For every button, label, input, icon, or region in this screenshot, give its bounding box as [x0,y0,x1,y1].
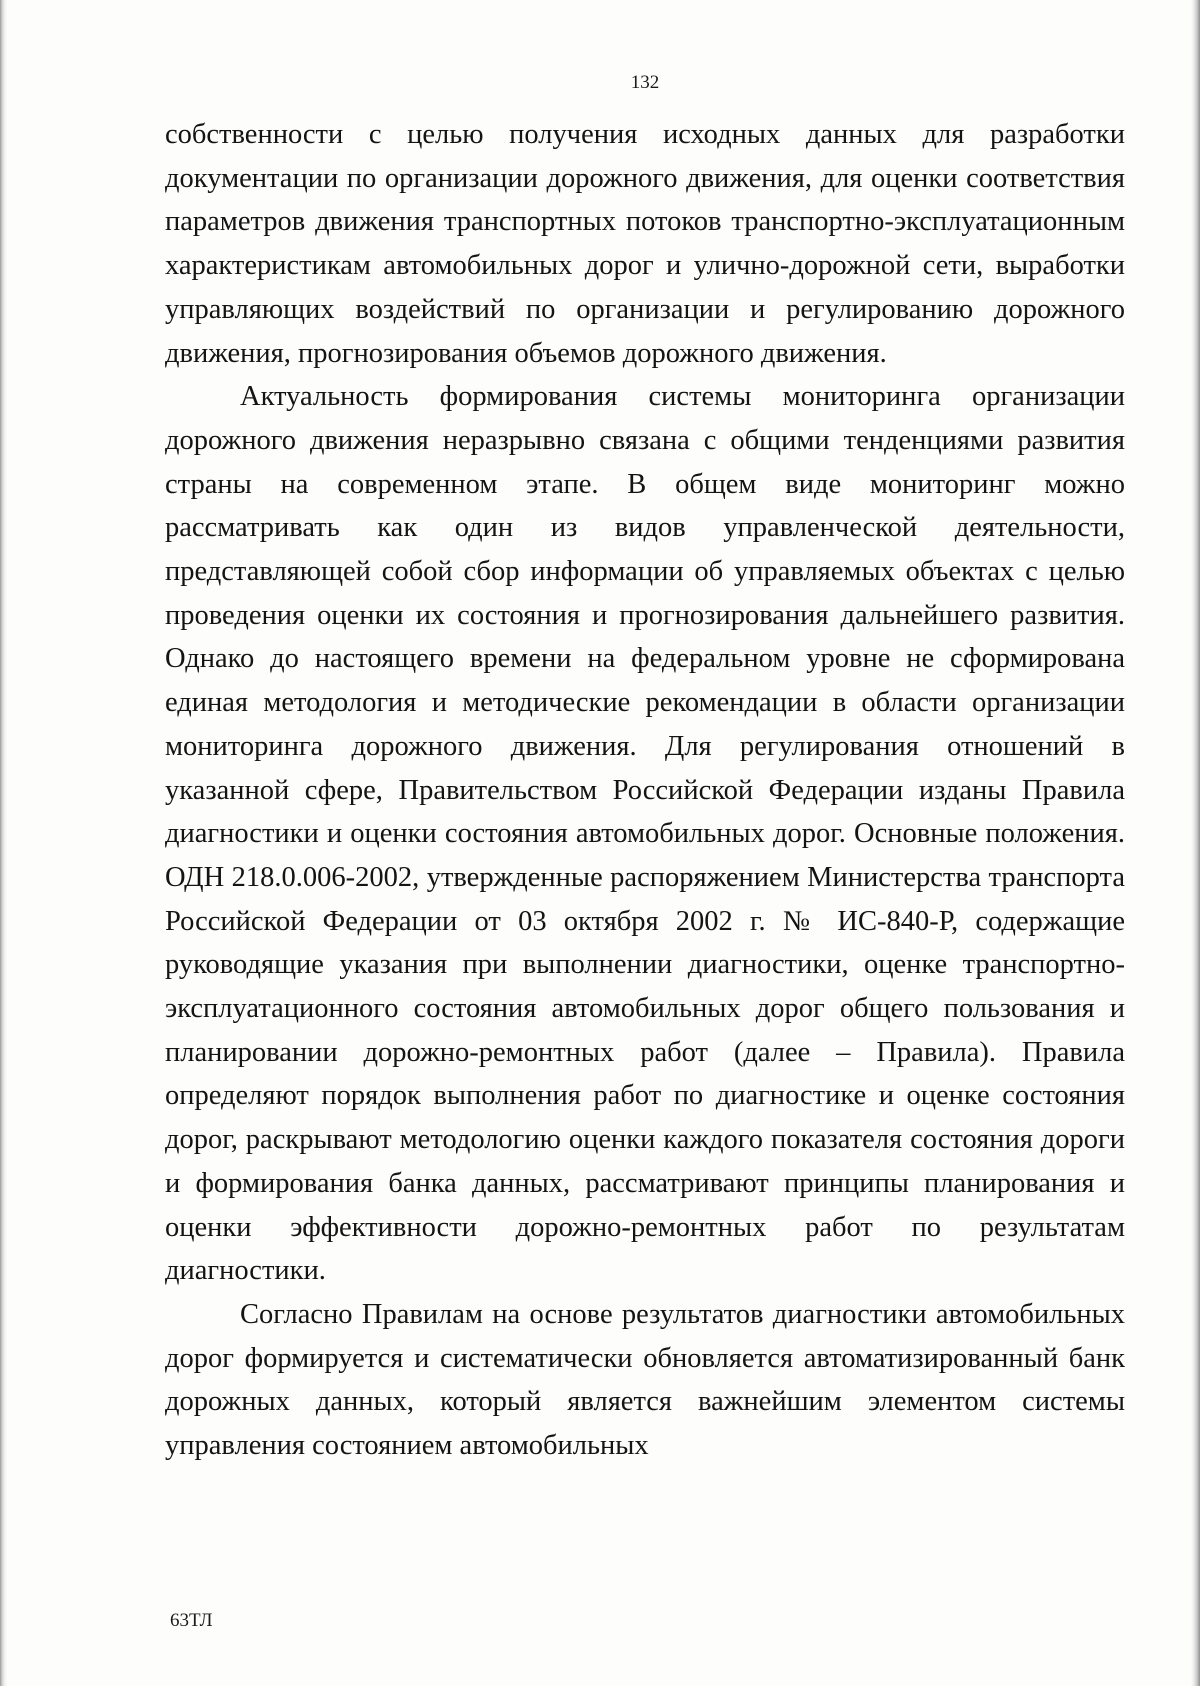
page-number: 132 [630,72,660,93]
page-edge-right [1191,0,1200,1686]
paragraph-continuation: собственности с целью получения исходных данных для разработки документации по организации дорожного движения, для оценки соответствия параметров движения транспортных потоков транспортно-эксплуатационным характеристикам автомобильных дорог и улично-дорожной сети, выработки управляющих воздействий по организации и регулированию дорожного движения, прогнозирования объемов дорожного движения. [165,119,1125,369]
page-edge-left [0,0,7,1686]
footer-code: 63ТЛ [170,1610,213,1631]
document-body [165,113,1125,1468]
paragraph-road-data-bank: Согласно Правилам на основе результатов диагностики автомобильных дорог формируется и систематически обновляется автоматизированный банк дорожных данных, который является важнейшим элементом системы управления состоянием автомобильных [165,1298,1125,1462]
paragraph-monitoring-relevance: Актуальность формирования системы мониторинга организации дорожного движения неразрывно связана с общими тенденциями развития страны на современном этапе. В общем виде мониторинг можно рассматривать как один из видов управленческой деятельности, представляющей собой сбор информации об управляемых объектах с целью проведения оценки их состояния и прогнозирования дальнейшего развития. Однако до настоящего времени на федеральном уровне не сформирована единая методология и методические рекомендации в области организации мониторинга дорожного движения. Для регулирования отношений в указанной сфере, Правительством Российской Федерации изданы Правила диагностики и оценки состояния автомобильных дорог. Основные положения. ОДН 218.0.006-2002, утвержденные распоряжением Министерства транспорта Российской Федерации от 03 октября 2002 г. № ИС-840-Р, содержащие руководящие указания при выполнении диагностики, оценке транспортно-эксплуатационного состояния автомобильных дорог общего пользования и планировании дорожно-ремонтных работ (далее – Правила). Правила определяют порядок выполнения работ по диагностике и оценке состояния дорог, раскрывают методологию оценки каждого показателя состояния дороги и формирования банка данных, рассматривают принципы планирования и оценки эффективности дорожно-ремонтных работ по результатам диагностики. [165,381,1125,1287]
